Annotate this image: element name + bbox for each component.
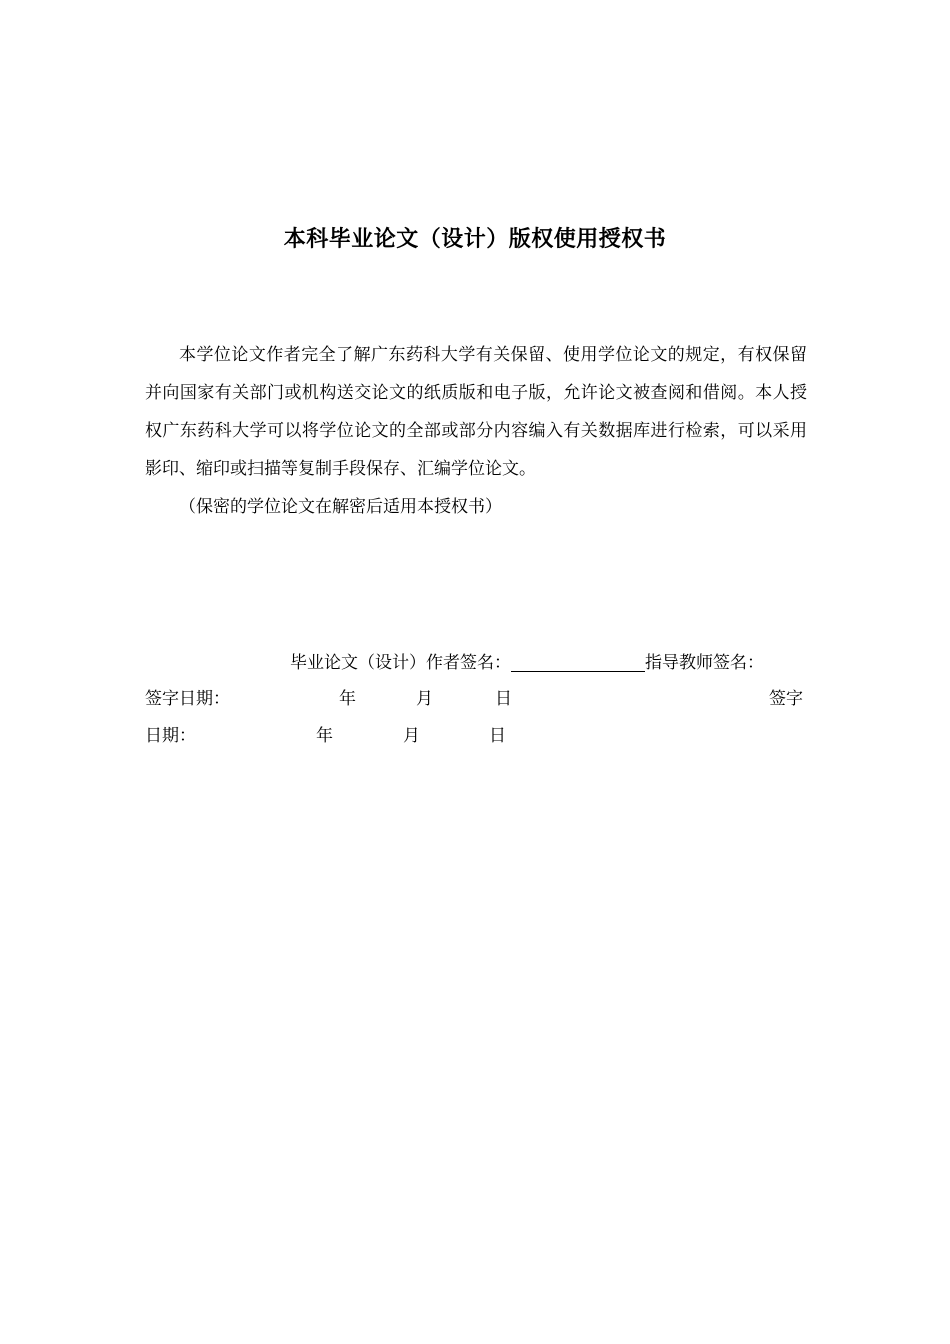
author-signature-label: 毕业论文（设计）作者签名：: [290, 653, 511, 673]
author-signature-field[interactable]: [511, 651, 645, 672]
author-date-day: 日: [495, 689, 512, 709]
author-date-label: 签字日期：: [145, 689, 230, 709]
advisor-date-month: 月: [403, 726, 420, 746]
confidential-note: （保密的学位论文在解密后适用本授权书）: [179, 497, 502, 517]
advisor-date-label-part2: 日期：: [145, 726, 196, 746]
advisor-date-year: 年: [316, 726, 333, 746]
document-title: 本科毕业论文（设计）版权使用授权书: [283, 227, 667, 252]
document-body: [145, 336, 807, 526]
advisor-signature-label: 指导教师签名：: [645, 653, 764, 673]
advisor-date-day: 日: [489, 726, 506, 746]
authorization-paragraph: 本学位论文作者完全了解广东药科大学有关保留、使用学位论文的规定，有权保留并向国家有关部门或机构送交论文的纸质版和电子版，允许论文被查阅和借阅。本人授权广东药科大学可以将学位论文的全部或部分内容编入有关数据库进行检索，可以采用影印、缩印或扫描等复制手段保存、汇编学位论文。: [145, 345, 807, 479]
author-date-year: 年: [339, 689, 356, 709]
author-date-month: 月: [416, 689, 433, 709]
signature-line: [290, 648, 764, 678]
advisor-date-label-part1: 签字: [769, 689, 803, 709]
